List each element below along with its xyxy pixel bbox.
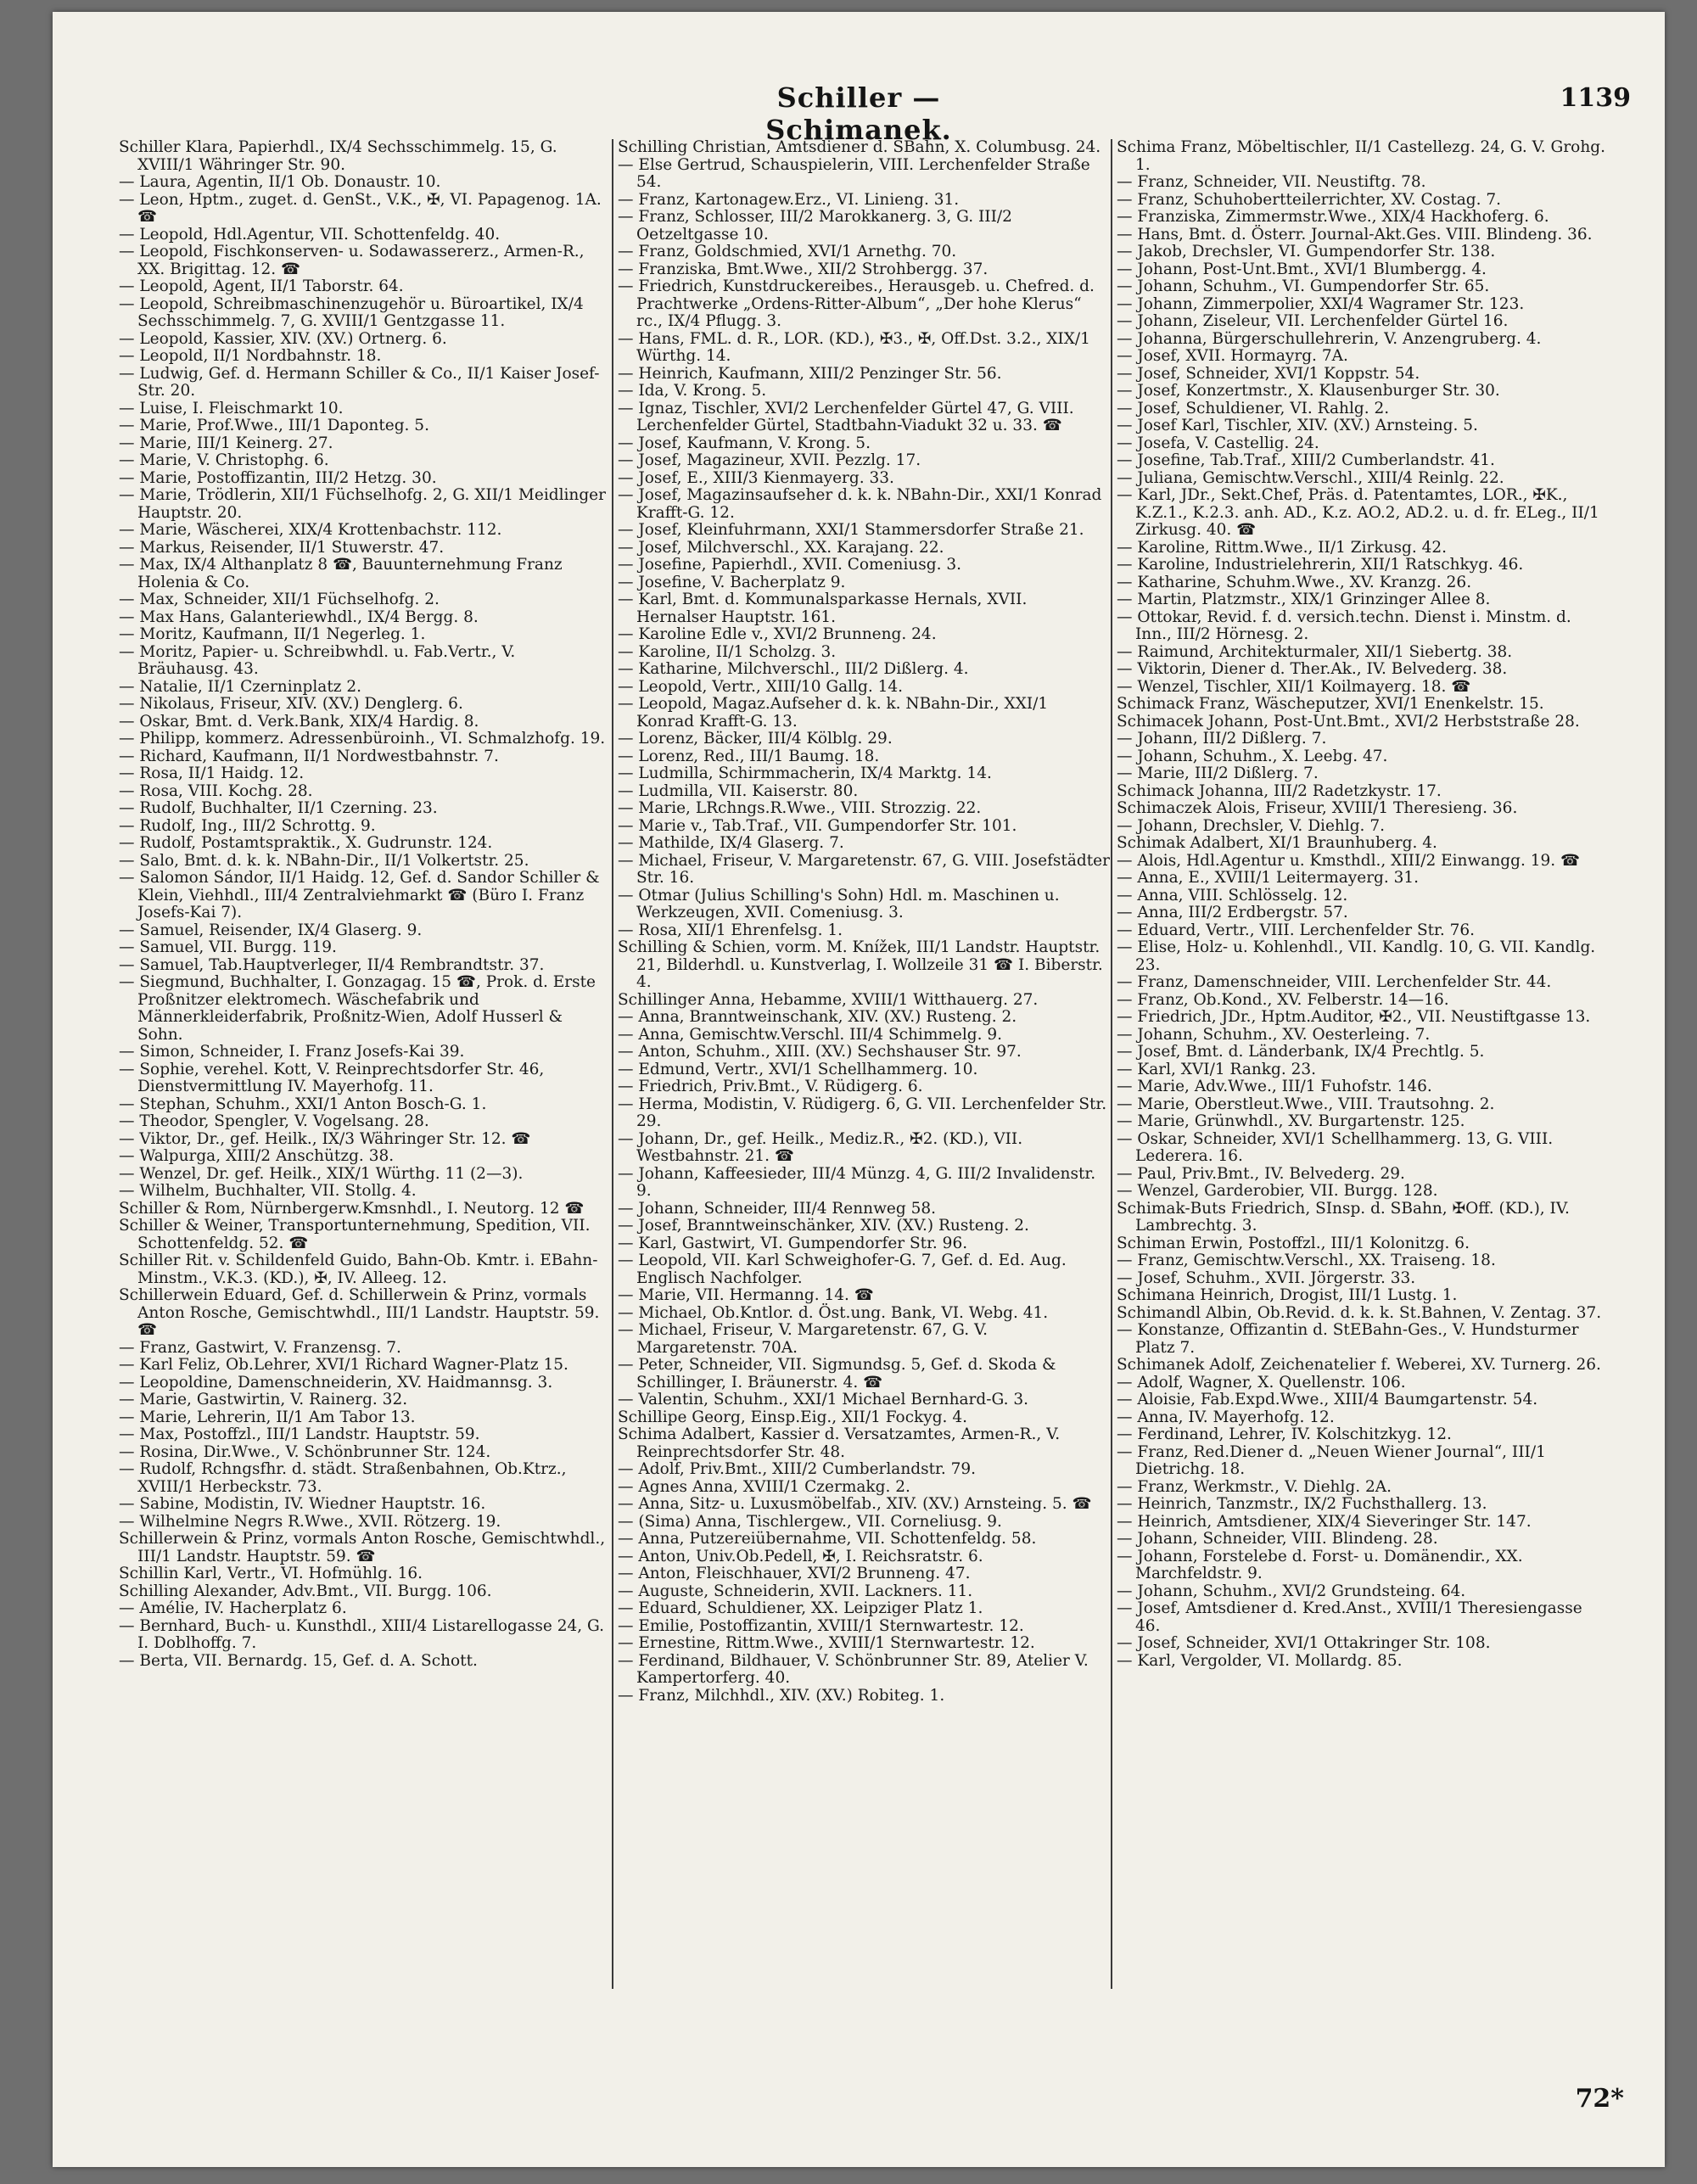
directory-entry: — Otmar (Julius Schilling's Sohn) Hdl. m. Maschinen u. Werkzeugen, XVII. Comeniusg. 3.	[618, 886, 1060, 921]
directory-entry: — Ignaz, Tischler, XVI/2 Lerchenfelder Gürtel 47, G. VIII. Lerchenfelder Gürtel, Stadtbahn-Viadukt 32 u. 33. ☎	[618, 399, 1074, 434]
directory-entry: — Berta, VII. Bernardg. 15, Gef. d. A. Schott.	[119, 1651, 478, 1670]
directory-entry: — Johann, Dr., gef. Heilk., Mediz.R., ✠2. (KD.), VII. Westbahnstr. 21. ☎	[618, 1129, 1023, 1165]
directory-entry: — Anna, E., XVIII/1 Leitermayerg. 31.	[1117, 869, 1420, 887]
directory-entry: — Josef, Kleinfuhrmann, XXI/1 Stammersdorfer Straße 21.	[618, 521, 1084, 539]
directory-entry: — Valentin, Schuhm., XXI/1 Michael Bernhard-G. 3.	[618, 1391, 1028, 1408]
directory-entry: — Josef, Kaufmann, V. Krong. 5.	[618, 434, 871, 452]
directory-entry: — Michael, Friseur, V. Margaretenstr. 67, G. VIII. Josefstädter Str. 16.	[618, 851, 1110, 887]
directory-entry: — Rosa, II/1 Haidg. 12.	[119, 764, 305, 782]
directory-entry: — Franz, Schuhobertteilerrichter, XV. Costag. 7.	[1117, 190, 1502, 209]
directory-entry: — Anna, Sitz- u. Luxusmöbelfab., XIV. (XV.) Arnsteing. 5. ☎	[618, 1495, 1092, 1513]
directory-entry: — Johann, Forstelebe d. Forst- u. Domänendir., XX. Marchfeldstr. 9.	[1117, 1547, 1523, 1582]
directory-entry: — Karoline, II/1 Scholzg. 3.	[618, 642, 837, 661]
column-1	[119, 139, 611, 2014]
directory-entry: — Sabine, Modistin, IV. Wiedner Hauptstr. 16.	[119, 1495, 486, 1513]
directory-entry: — Auguste, Schneiderin, XVII. Lackners. 11.	[618, 1582, 973, 1600]
directory-entry: — Max, Schneider, XII/1 Füchselhofg. 2.	[119, 591, 440, 608]
directory-entry: — Peter, Schneider, VII. Sigmundsg. 5, Gef. d. Skoda & Schillinger, I. Bräunerstr. 4. ☎	[618, 1356, 1056, 1392]
directory-entry: — Salo, Bmt. d. k. k. NBahn-Dir., II/1 Volkertstr. 25.	[119, 851, 529, 870]
directory-entry: — Josefine, Tab.Traf., XIII/2 Cumberlandstr. 41.	[1117, 451, 1495, 469]
directory-entry: — Heinrich, Kaufmann, XIII/2 Penzinger Str. 56.	[618, 364, 1002, 383]
directory-entry: — Anton, Fleischhauer, XVI/2 Brunneng. 47.	[618, 1565, 971, 1582]
directory-entry: — Franz, Kartonagew.Erz., VI. Linieng. 31.	[618, 190, 960, 209]
directory-entry: — Max, IX/4 Althanplatz 8 ☎, Bauunternehmung Franz Holenia & Co.	[119, 556, 563, 591]
directory-entry: — Wilhelmine Negrs R.Wwe., XVII. Rötzerg. 19.	[119, 1512, 501, 1531]
directory-entry: — Anton, Univ.Ob.Pedell, ✠, I. Reichsratstr. 6.	[618, 1547, 983, 1565]
directory-entry: — Marie, Lehrerin, II/1 Am Tabor 13.	[119, 1408, 416, 1426]
directory-entry: — Eduard, Schuldiener, XX. Leipziger Platz 1.	[618, 1599, 983, 1617]
directory-entry: — Rudolf, Postamtspraktik., X. Gudrunstr. 124.	[119, 834, 493, 852]
directory-entry: — Karl, JDr., Sekt.Chef, Präs. d. Patentamtes, LOR., ✠K., K.Z.1., K.2.3. anh. AD., K.z. AO.2, AD.2. u. d. fr. ELeg., II/1 Zirkusg. 40. ☎	[1117, 486, 1599, 539]
directory-entry: Schimandl Albin, Ob.Revid. d. k. k. St.Bahnen, V. Zentag. 37.	[1117, 1303, 1602, 1322]
directory-entry: — Marie, Grünwhdl., XV. Burgartenstr. 125.	[1117, 1112, 1465, 1130]
directory-entry: — Josef, Branntweinschänker, XIV. (XV.) Rusteng. 2.	[618, 1217, 1029, 1235]
directory-entry: — Franz, Ob.Kond., XV. Felberstr. 14—16.	[1117, 990, 1449, 1009]
directory-entry: — Heinrich, Tanzmstr., IX/2 Fuchsthallerg. 13.	[1117, 1495, 1487, 1513]
directory-entry: — Ernestine, Rittm.Wwe., XVIII/1 Sternwartestr. 12.	[618, 1634, 1035, 1652]
directory-entry: — Oskar, Schneider, XVI/1 Schellhammerg. 13, G. VIII. Lederera. 16.	[1117, 1129, 1554, 1165]
directory-entry: Schimack Johanna, III/2 Radetzkystr. 17.	[1117, 781, 1442, 800]
directory-entry: — Johann, Drechsler, V. Diehlg. 7.	[1117, 816, 1385, 835]
directory-entry: — Franz, Red.Diener d. „Neuen Wiener Journal“, III/1 Dietrichg. 18.	[1117, 1442, 1546, 1478]
directory-entry: Schimaczek Alois, Friseur, XVIII/1 Theresieng. 36.	[1117, 799, 1518, 817]
directory-entry: — Anna, VIII. Schlösselg. 12.	[1117, 886, 1348, 904]
sheet-signature: 72*	[1575, 2084, 1624, 2114]
directory-entry: — Hans, FML. d. R., LOR. (KD.), ✠3., ✠, Off.Dst. 3.2., XIX/1 Würthg. 14.	[618, 329, 1090, 365]
directory-entry: — Wenzel, Garderobier, VII. Burgg. 128.	[1117, 1182, 1438, 1200]
directory-entry: — Josef, Konzertmstr., X. Klausenburger Str. 30.	[1117, 382, 1500, 400]
directory-entry: — Friedrich, Priv.Bmt., V. Rüdigerg. 6.	[618, 1078, 923, 1095]
directory-entry: — Karoline Edle v., XVI/2 Brunneng. 24.	[618, 625, 937, 643]
directory-entry: — Friedrich, Kunstdruckereibes., Herausgeb. u. Chefred. d. Prachtwerke „Ordens-Ritter-Album“, „Der hohe Klerus“ rc., IX/4 Pflugg. 3.	[618, 277, 1095, 330]
directory-entry: — Max Hans, Galanteriewhdl., IX/4 Bergg. 8.	[119, 608, 479, 626]
directory-entry: — Ferdinand, Bildhauer, V. Schönbrunner Str. 89, Atelier V. Kampertorferg. 40.	[618, 1651, 1089, 1687]
directory-entry: Schillipe Georg, Einsp.Eig., XII/1 Fockyg. 4.	[618, 1408, 967, 1426]
directory-entry: — Katharine, Milchverschl., III/2 Dißlerg. 4.	[618, 660, 969, 678]
directory-entry: — Anna, III/2 Erdbergstr. 57.	[1117, 904, 1348, 921]
directory-entry: — Anna, IV. Mayerhofg. 12.	[1117, 1408, 1335, 1426]
directory-entry: — Jakob, Drechsler, VI. Gumpendorfer Str. 138.	[1117, 243, 1496, 260]
directory-entry: — Sophie, verehel. Kott, V. Reinprechtsdorfer Str. 46, Dienstvermittlung IV. Mayerhofg. 11.	[119, 1060, 545, 1095]
directory-entry: — Franz, Werkmstr., V. Diehlg. 2A.	[1117, 1477, 1392, 1496]
directory-entry: — Lorenz, Bäcker, III/4 Kölblg. 29.	[618, 730, 893, 748]
directory-entry: — Salomon Sándor, II/1 Haidg. 12, Gef. d. Sandor Schiller & Klein, Viehhdl., III/4 Zentralviehmarkt ☎ (Büro I. Franz Josefs-Kai 7).	[119, 869, 600, 921]
directory-entry: — Marie, Prof.Wwe., III/1 Daponteg. 5.	[119, 417, 429, 434]
directory-entry: — Josef, Amtsdiener d. Kred.Anst., XVIII/1 Theresiengasse 46.	[1117, 1599, 1582, 1635]
directory-entry: — Marie, Oberstleut.Wwe., VIII. Trautsohng. 2.	[1117, 1095, 1495, 1113]
directory-entry: — Paul, Priv.Bmt., IV. Belvederg. 29.	[1117, 1164, 1405, 1183]
directory-entry: — Marie, Postoffizantin, III/2 Hetzg. 30.	[119, 468, 437, 487]
directory-entry: — Josef, Schneider, XVI/1 Ottakringer Str. 108.	[1117, 1634, 1491, 1652]
directory-entry: Schimacek Johann, Post-Unt.Bmt., XVI/2 Herbststraße 28.	[1117, 712, 1580, 731]
directory-entry: Schimanek Adolf, Zeichenatelier f. Weberei, XV. Turnerg. 26.	[1117, 1356, 1601, 1374]
directory-entry: — Hans, Bmt. d. Österr. Journal-Akt.Ges. VIII. Blindeng. 36.	[1117, 225, 1593, 244]
directory-entry: — Franz, Gastwirt, V. Franzensg. 7.	[119, 1338, 401, 1357]
directory-entry: — Josef, XVII. Hormayrg. 7A.	[1117, 347, 1348, 365]
directory-entry: — Leopold, Agent, II/1 Taborstr. 64.	[119, 277, 404, 295]
directory-entry: — Leopold, II/1 Nordbahnstr. 18.	[119, 347, 382, 365]
directory-entry: — Josef, Magazineur, XVII. Pezzlg. 17.	[618, 451, 921, 469]
directory-entry: — Johanna, Bürgerschullehrerin, V. Anzengruberg. 4.	[1117, 329, 1542, 348]
directory-entry: — Heinrich, Amtsdiener, XIX/4 Sieveringer Str. 147.	[1117, 1512, 1532, 1531]
directory-entry: Schiller & Rom, Nürnbergerw.Kmsnhdl., I. Neutorg. 12 ☎	[119, 1199, 585, 1218]
directory-entry: — Franz, Milchhdl., XIV. (XV.) Robiteg. 1.	[618, 1686, 945, 1705]
directory-entry: — Konstanze, Offizantin d. StEBahn-Ges., V. Hundsturmer Platz 7.	[1117, 1321, 1579, 1357]
directory-entry: — Karl, Gastwirt, VI. Gumpendorfer Str. 96.	[618, 1234, 968, 1252]
directory-entry: — Alois, Hdl.Agentur u. Kmsthdl., XIII/2 Einwangg. 19. ☎	[1117, 851, 1581, 870]
column-3	[1117, 139, 1609, 2014]
directory-entry: — Katharine, Schuhm.Wwe., XV. Kranzg. 26.	[1117, 573, 1472, 591]
directory-entry: Schiller Klara, Papierhdl., IX/4 Sechsschimmelg. 15, G. XVIII/1 Währinger Str. 90.	[119, 139, 557, 174]
directory-entry: — Josef Karl, Tischler, XIV. (XV.) Arnsteing. 5.	[1117, 417, 1478, 434]
directory-entry: — Adolf, Priv.Bmt., XIII/2 Cumberlandstr. 79.	[618, 1460, 976, 1478]
directory-entry: — Marie, Gastwirtin, V. Rainerg. 32.	[119, 1391, 408, 1408]
directory-entry: — Raimund, Architekturmaler, XII/1 Siebertg. 38.	[1117, 642, 1513, 661]
directory-entry: — Franz, Goldschmied, XVI/1 Arnethg. 70.	[618, 243, 957, 260]
directory-entry: — Josefine, V. Bacherplatz 9.	[618, 573, 846, 591]
directory-entry: — Anna, Putzereiübernahme, VII. Schottenfeldg. 58.	[618, 1530, 1037, 1548]
directory-entry: — Karoline, Rittm.Wwe., II/1 Zirkusg. 42.	[1117, 538, 1448, 557]
directory-entry: — Johann, Schuhm., X. Leebg. 47.	[1117, 747, 1388, 765]
directory-entry: — Johann, Ziseleur, VII. Lerchenfelder Gürtel 16.	[1117, 312, 1509, 330]
directory-entry: — Emilie, Postoffizantin, XVIII/1 Sternwartestr. 12.	[618, 1616, 1024, 1635]
directory-entry: — Josef, Schneider, XVI/1 Koppstr. 54.	[1117, 364, 1420, 383]
directory-entry: — (Sima) Anna, Tischlergew., VII. Corneliusg. 9.	[618, 1512, 1002, 1531]
directory-entry: — Josef, Bmt. d. Länderbank, IX/4 Prechtlg. 5.	[1117, 1043, 1485, 1061]
directory-entry: Schimak-Buts Friedrich, SInsp. d. SBahn, ✠Off. (KD.), IV. Lambrechtg. 3.	[1117, 1199, 1570, 1235]
directory-entry: — Markus, Reisender, II/1 Stuwerstr. 47.	[119, 538, 445, 557]
directory-entry: — Rosina, Dir.Wwe., V. Schönbrunner Str. 124.	[119, 1442, 491, 1461]
directory-entry: — Wenzel, Tischler, XII/1 Koilmayerg. 18. ☎	[1117, 677, 1471, 696]
directory-entry: Schima Adalbert, Kassier d. Versatzamtes, Armen-R., V. Reinprechtsdorfer Str. 48.	[618, 1425, 1061, 1461]
directory-entry: Schilling Alexander, Adv.Bmt., VII. Burgg. 106.	[119, 1582, 492, 1600]
directory-entry: — Josefine, Papierhdl., XVII. Comeniusg. 3.	[618, 556, 962, 574]
directory-entry: — Juliana, Gemischtw.Verschl., XIII/4 Reinlg. 22.	[1117, 468, 1504, 487]
directory-entry: — Johann, III/2 Dißlerg. 7.	[1117, 730, 1327, 748]
directory-entry: — Adolf, Wagner, X. Quellenstr. 106.	[1117, 1373, 1406, 1392]
directory-entry: — Rudolf, Buchhalter, II/1 Czerning. 23.	[119, 799, 438, 817]
directory-entry: — Josef, Schuldiener, VI. Rahlg. 2.	[1117, 399, 1390, 417]
directory-entry: — Marie v., Tab.Traf., VII. Gumpendorfer Str. 101.	[618, 816, 1017, 835]
directory-entry: — Samuel, VII. Burgg. 119.	[119, 938, 337, 956]
directory-entry: — Leopold, Magaz.Aufseher d. k. k. NBahn-Dir., XXI/1 Konrad Krafft-G. 13.	[618, 695, 1049, 731]
directory-entry: — Leopoldine, Damenschneiderin, XV. Haidmannsg. 3.	[119, 1373, 553, 1392]
directory-entry: — Josefa, V. Castellig. 24.	[1117, 434, 1319, 452]
directory-entry: — Josef, Magazinsaufseher d. k. k. NBahn-Dir., XXI/1 Konrad Krafft-G. 12.	[618, 486, 1102, 522]
directory-entry: — Samuel, Tab.Hauptverleger, II/4 Rembrandtstr. 37.	[119, 955, 545, 974]
directory-entry: — Leon, Hptm., zuget. d. GenSt., V.K., ✠, VI. Papagenog. 1A. ☎	[119, 190, 602, 226]
directory-entry: — Agnes Anna, XVIII/1 Czermakg. 2.	[618, 1477, 910, 1496]
column-divider	[612, 139, 613, 1989]
directory-entry: — Franz, Gemischtw.Verschl., XX. Traiseng. 18.	[1117, 1252, 1496, 1269]
directory-entry: Schilling & Schien, vorm. M. Knížek, III/1 Landstr. Hauptstr. 21, Bilderhdl. u. Kunstverlag, I. Wollzeile 31 ☎ I. Biberstr. 4.	[618, 938, 1103, 991]
directory-entry: — Wilhelm, Buchhalter, VII. Stollg. 4.	[119, 1182, 417, 1200]
page-number: 1139	[1560, 83, 1631, 113]
directory-entry: — Anton, Schuhm., XIII. (XV.) Sechshauser Str. 97.	[618, 1043, 1022, 1061]
directory-entry: — Nikolaus, Friseur, XIV. (XV.) Denglerg. 6.	[119, 695, 463, 713]
directory-entry: — Marie, III/1 Keinerg. 27.	[119, 434, 333, 452]
directory-entry: — Johann, Schneider, VIII. Blindeng. 28.	[1117, 1530, 1438, 1548]
directory-entry: Schillin Karl, Vertr., VI. Hofmühlg. 16.	[119, 1565, 423, 1582]
directory-entry: Schiller Rit. v. Schildenfeld Guido, Bahn-Ob. Kmtr. i. EBahn-Minstm., V.K.3. (KD.), ✠, IV. Alleeg. 12.	[119, 1252, 598, 1287]
directory-entry: — Franz, Damenschneider, VIII. Lerchenfelder Str. 44.	[1117, 973, 1552, 991]
directory-entry: — Franziska, Bmt.Wwe., XII/2 Strohbergg. 37.	[618, 260, 989, 278]
directory-entry: — Amélie, IV. Hacherplatz 6.	[119, 1599, 347, 1617]
directory-entry: — Leopold, VII. Karl Schweighofer-G. 7, Gef. d. Ed. Aug. Englisch Nachfolger.	[618, 1252, 1067, 1287]
directory-entry: — Marie, V. Christophg. 6.	[119, 451, 329, 469]
directory-entry: — Josef, E., XIII/3 Kienmayerg. 33.	[618, 468, 894, 487]
directory-entry: — Franz, Schlosser, III/2 Marokkanerg. 3, G. III/2 Oetzeltgasse 10.	[618, 208, 1012, 244]
directory-entry: — Johann, Schuhm., XV. Oesterleing. 7.	[1117, 1025, 1431, 1044]
directory-entry: — Rosa, XII/1 Ehrenfelsg. 1.	[618, 921, 843, 939]
directory-entry: — Theodor, Spengler, V. Vogelsang. 28.	[119, 1112, 429, 1130]
directory-entry: — Ludwig, Gef. d. Hermann Schiller & Co., II/1 Kaiser Josef-Str. 20.	[119, 364, 600, 400]
directory-entry: — Friedrich, JDr., Hptm.Auditor, ✠2., VII. Neustiftgasse 13.	[1117, 1008, 1591, 1026]
directory-entry: — Johann, Zimmerpolier, XXI/4 Wagramer Str. 123.	[1117, 294, 1525, 313]
directory-entry: — Martin, Platzmstr., XIX/1 Grinzinger Allee 8.	[1117, 591, 1491, 608]
directory-entry: — Mathilde, IX/4 Glaserg. 7.	[618, 834, 844, 852]
column-divider	[1111, 139, 1112, 1989]
directory-entry: — Edmund, Vertr., XVI/1 Schellhammerg. 10.	[618, 1060, 978, 1078]
directory-entry: — Stephan, Schuhm., XXI/1 Anton Bosch-G. 1.	[119, 1095, 487, 1113]
directory-entry: — Leopold, Kassier, XIV. (XV.) Ortnerg. 6.	[119, 329, 447, 348]
directory-entry: — Philipp, kommerz. Adressenbüroinh., VI. Schmalzhofg. 19.	[119, 730, 606, 748]
directory-entry: — Samuel, Reisender, IX/4 Glaserg. 9.	[119, 921, 423, 939]
directory-entry: — Ferdinand, Lehrer, IV. Kolschitzkyg. 12.	[1117, 1425, 1452, 1443]
directory-entry: — Ludmilla, Schirmmacherin, IX/4 Marktg. 14.	[618, 764, 992, 782]
directory-entry: Schimack Franz, Wäscheputzer, XVI/1 Enenkelstr. 15.	[1117, 695, 1544, 713]
directory-entry: — Franziska, Zimmermstr.Wwe., XIX/4 Hackhoferg. 6.	[1117, 208, 1549, 226]
directory-entry: — Viktor, Dr., gef. Heilk., IX/3 Währinger Str. 12. ☎	[119, 1129, 531, 1148]
directory-entry: — Leopold, Fischkonserven- u. Sodawassererz., Armen-R., XX. Brigittag. 12. ☎	[119, 243, 585, 278]
directory-entry: — Ludmilla, VII. Kaiserstr. 80.	[618, 781, 859, 800]
directory-entry: — Johann, Schuhm., XVI/2 Grundsteing. 64.	[1117, 1582, 1466, 1600]
directory-entry: — Richard, Kaufmann, II/1 Nordwestbahnstr. 7.	[119, 747, 499, 765]
directory-entry: — Leopold, Schreibmaschinenzugehör u. Büroartikel, IX/4 Sechsschimmelg. 7, G. XVIII/1 Gentzgasse 11.	[119, 294, 584, 330]
directory-entry: — Elise, Holz- u. Kohlenhdl., VII. Kandlg. 10, G. VII. Kandlg. 23.	[1117, 938, 1596, 974]
directory-entry: — Luise, I. Fleischmarkt 10.	[119, 399, 344, 417]
directory-entry: — Marie, III/2 Dißlerg. 7.	[1117, 764, 1319, 782]
directory-entry: — Karl Feliz, Ob.Lehrer, XVI/1 Richard Wagner-Platz 15.	[119, 1356, 568, 1374]
directory-page	[53, 12, 1665, 2167]
directory-entry: — Moritz, Kaufmann, II/1 Negerleg. 1.	[119, 625, 426, 643]
directory-entry: — Marie, Trödlerin, XII/1 Füchselhofg. 2, G. XII/1 Meidlinger Hauptstr. 20.	[119, 486, 606, 522]
directory-entry: — Karl, Vergolder, VI. Mollardg. 85.	[1117, 1651, 1403, 1670]
directory-entry: — Leopold, Hdl.Agentur, VII. Schottenfeldg. 40.	[119, 225, 501, 244]
directory-entry: — Laura, Agentin, II/1 Ob. Donaustr. 10.	[119, 173, 441, 191]
directory-entry: — Johann, Schuhm., VI. Gumpendorfer Str. 65.	[1117, 277, 1490, 295]
directory-entry: — Josef, Schuhm., XVII. Jörgerstr. 33.	[1117, 1268, 1416, 1287]
directory-entry: — Max, Postoffzl., III/1 Landstr. Hauptstr. 59.	[119, 1425, 480, 1443]
directory-entry: Schimana Heinrich, Drogist, III/1 Lustg. 1.	[1117, 1286, 1458, 1304]
directory-entry: — Johann, Post-Unt.Bmt., XVI/1 Blumbergg. 4.	[1117, 260, 1487, 278]
directory-entry: — Else Gertrud, Schauspielerin, VIII. Lerchenfelder Straße 54.	[618, 155, 1090, 191]
page-title: Schiller — Schimanek.	[765, 81, 952, 146]
directory-entry: — Viktorin, Diener d. Ther.Ak., IV. Belvederg. 38.	[1117, 660, 1508, 678]
directory-entry: — Anna, Branntweinschank, XIV. (XV.) Rusteng. 2.	[618, 1008, 1017, 1026]
directory-entry: Schillerwein & Prinz, vormals Anton Rosche, Gemischtwhdl., III/1 Landstr. Hauptstr. 59. ☎	[119, 1530, 606, 1565]
directory-entry: — Michael, Friseur, V. Margaretenstr. 67, G. V. Margaretenstr. 70A.	[618, 1321, 989, 1357]
directory-entry: — Ida, V. Krong. 5.	[618, 382, 767, 400]
page-header	[53, 81, 1665, 146]
directory-entry: — Marie, Adv.Wwe., III/1 Fuhofstr. 146.	[1117, 1078, 1432, 1095]
directory-entry: Schima Franz, Möbeltischler, II/1 Castellezg. 24, G. V. Grohg. 1.	[1117, 139, 1605, 174]
directory-entry: Schimak Adalbert, XI/1 Braunhuberg. 4.	[1117, 834, 1437, 852]
directory-entry: — Franz, Schneider, VII. Neustiftg. 78.	[1117, 173, 1426, 191]
directory-entry: — Josef, Milchverschl., XX. Karajang. 22.	[618, 538, 944, 557]
directory-entry: — Leopold, Vertr., XIII/10 Gallg. 14.	[618, 677, 904, 696]
column-2	[618, 139, 1110, 2014]
directory-entry: — Eduard, Vertr., VIII. Lerchenfelder Str. 76.	[1117, 921, 1476, 939]
directory-entry: — Karoline, Industrielehrerin, XII/1 Ratschkyg. 46.	[1117, 556, 1524, 574]
directory-entry: Schilling Christian, Amtsdiener d. SBahn, X. Columbusg. 24.	[618, 139, 1101, 156]
directory-entry: — Walpurga, XIII/2 Anschützg. 38.	[119, 1147, 395, 1165]
directory-entry: — Ottokar, Revid. f. d. versich.techn. Dienst i. Minstm. d. Inn., III/2 Hörnesg. 2.	[1117, 608, 1571, 643]
directory-entry: — Marie, LRchngs.R.Wwe., VIII. Strozzig. 22.	[618, 799, 982, 817]
directory-entry: Schiller & Weiner, Transportunternehmung, Spedition, VII. Schottenfeldg. 52. ☎	[119, 1217, 591, 1252]
directory-entry: — Karl, Bmt. d. Kommunalsparkasse Hernals, XVII. Hernalser Hauptstr. 161.	[618, 591, 1028, 626]
directory-entry: Schillinger Anna, Hebamme, XVIII/1 Witthauerg. 27.	[618, 990, 1039, 1009]
directory-entry: Schillerwein Eduard, Gef. d. Schillerwein & Prinz, vormals Anton Rosche, Gemischtwhdl., III/1 Landstr. Hauptstr. 59. ☎	[119, 1286, 600, 1339]
directory-entry: — Wenzel, Dr. gef. Heilk., XIX/1 Würthg. 11 (2—3).	[119, 1164, 524, 1183]
directory-entry: — Lorenz, Red., III/1 Baumg. 18.	[618, 747, 880, 765]
directory-entry: — Marie, Wäscherei, XIX/4 Krottenbachstr. 112.	[119, 521, 502, 539]
directory-entry: — Karl, XVI/1 Rankg. 23.	[1117, 1060, 1317, 1078]
directory-entry: — Anna, Gemischtw.Verschl. III/4 Schimmelg. 9.	[618, 1025, 1003, 1044]
directory-entry: — Simon, Schneider, I. Franz Josefs-Kai 39.	[119, 1043, 465, 1061]
directory-entry: — Oskar, Bmt. d. Verk.Bank, XIX/4 Hardig. 8.	[119, 712, 479, 731]
directory-entry: — Rudolf, Ing., III/2 Schrottg. 9.	[119, 816, 376, 835]
directory-entry: — Johann, Kaffeesieder, III/4 Münzg. 4, G. III/2 Invalidenstr. 9.	[618, 1164, 1096, 1200]
directory-entry: — Moritz, Papier- u. Schreibwhdl. u. Fab.Vertr., V. Bräuhausg. 43.	[119, 642, 516, 678]
directory-entry: — Herma, Modistin, V. Rüdigerg. 6, G. VII. Lerchenfelder Str. 29.	[618, 1095, 1107, 1130]
directory-entry: — Natalie, II/1 Czerninplatz 2.	[119, 677, 362, 696]
directory-entry: — Rosa, VIII. Kochg. 28.	[119, 781, 313, 800]
directory-entry: — Rudolf, Rchngsfhr. d. städt. Straßenbahnen, Ob.Ktrz., XVIII/1 Herbeckstr. 73.	[119, 1460, 567, 1496]
directory-entry: — Aloisie, Fab.Expd.Wwe., XIII/4 Baumgartenstr. 54.	[1117, 1391, 1538, 1408]
directory-entry: — Michael, Ob.Kntlor. d. Öst.ung. Bank, VI. Webg. 41.	[618, 1303, 1049, 1322]
directory-entry: Schiman Erwin, Postoffzl., III/1 Kolonitzg. 6.	[1117, 1234, 1470, 1252]
directory-entry: — Marie, VII. Hermanng. 14. ☎	[618, 1286, 874, 1304]
directory-entry: — Siegmund, Buchhalter, I. Gonzagag. 15 ☎, Prok. d. Erste Proßnitzer elektromech. Wäschefabrik und Männerkleiderfabrik, Proßnitz-Wien, Adolf Husserl & Sohn.	[119, 973, 596, 1044]
directory-entry: — Bernhard, Buch- u. Kunsthdl., XIII/4 Listarellogasse 24, G. I. Doblhoffg. 7.	[119, 1616, 605, 1652]
directory-entry: — Johann, Schneider, III/4 Rennweg 58.	[618, 1199, 937, 1218]
